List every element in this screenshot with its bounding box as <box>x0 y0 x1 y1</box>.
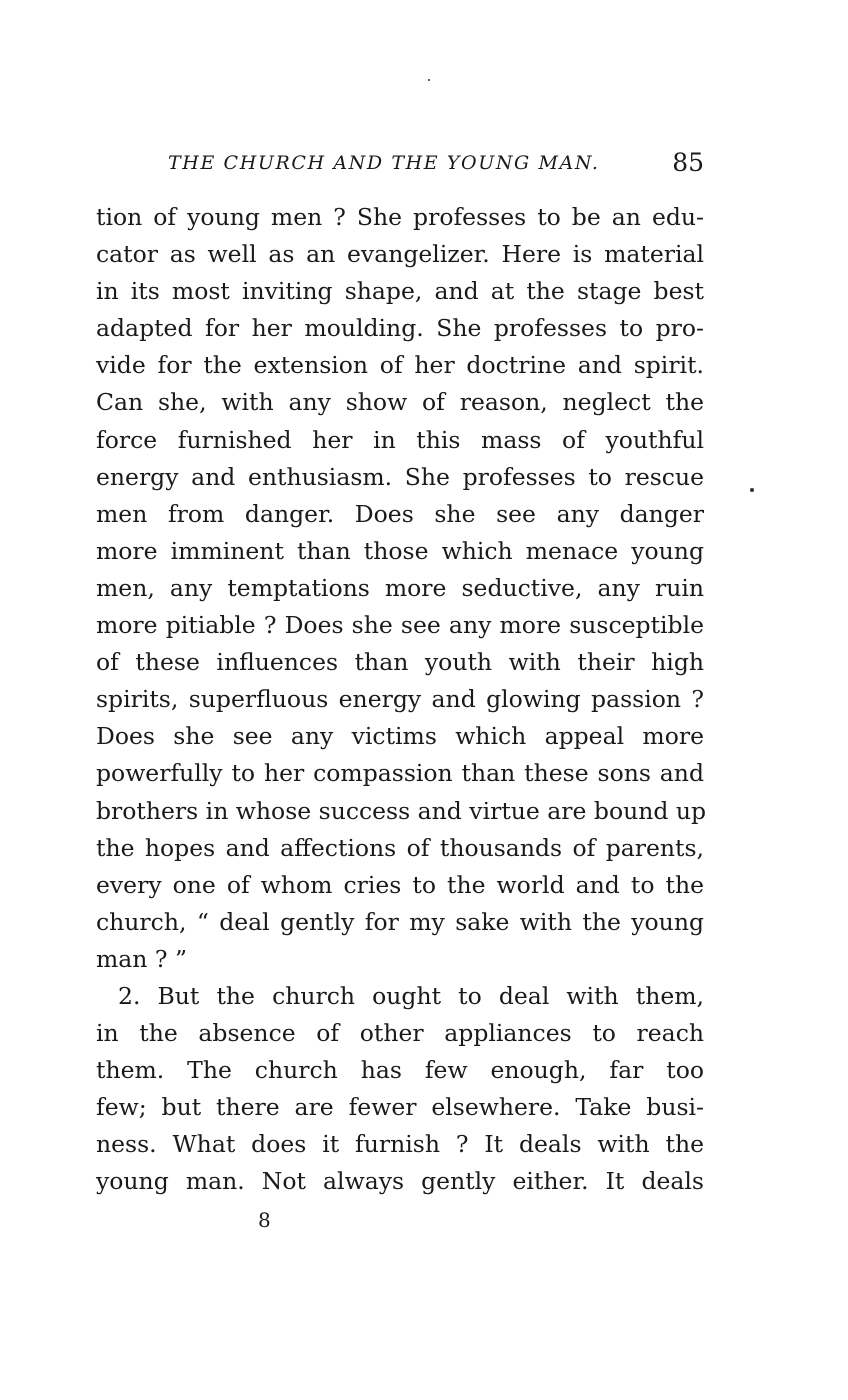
page-number: 85 <box>672 148 704 177</box>
text-line: more pitiable ? Does she see any more susceptible <box>96 611 704 640</box>
text-line: ness. What does it furnish ? It deals with the <box>96 1130 704 1159</box>
text-line: man ? ” <box>96 944 187 973</box>
text-line: more imminent than those which menace young <box>96 536 704 565</box>
text-line: of these influences than youth with their high <box>96 648 704 677</box>
text-line: force furnished her in this mass of youthful <box>96 425 704 454</box>
text-line: every one of whom cries to the world and to the <box>96 870 704 899</box>
text-line: energy and enthusiasm. She professes to rescue <box>96 462 704 491</box>
text-line: cator as well as an evangelizer. Here is material <box>96 240 704 269</box>
text-line: spirits, superfluous energy and glowing passion ? <box>96 685 704 714</box>
text-line: them. The church has few enough, far too <box>96 1056 704 1085</box>
text-line: young man. Not always gently either. It deals <box>96 1167 704 1196</box>
text-line: Can she, with any show of reason, neglect the <box>96 388 704 417</box>
text-line: brothers in whose success and virtue are bound up <box>96 796 707 825</box>
text-line: church, “ deal gently for my sake with the young <box>96 907 704 936</box>
text-line: 2. But the church ought to deal with them, <box>118 981 704 1010</box>
text-line: Does she see any victims which appeal more <box>96 722 704 751</box>
text-line: tion of young men ? She professes to be an edu- <box>96 203 704 231</box>
text-line: powerfully to her compassion than these sons and <box>96 759 704 788</box>
running-title: THE CHURCH AND THE YOUNG MAN. <box>168 152 600 174</box>
text-line: vide for the extension of her doctrine and spirit. <box>96 351 704 380</box>
text-line: few; but there are fewer elsewhere. Take busi- <box>96 1093 704 1122</box>
body-text <box>96 199 707 1201</box>
text-line: men, any temptations more seductive, any ruin <box>96 573 704 602</box>
print-speck <box>428 79 430 81</box>
text-line: men from danger. Does she see any danger <box>96 499 704 528</box>
running-head <box>96 148 708 182</box>
print-speck <box>750 488 754 492</box>
text-line: in the absence of other appliances to reach <box>96 1019 704 1048</box>
text-line: in its most inviting shape, and at the stage best <box>96 277 704 306</box>
text-line: adapted for her moulding. She professes to pro- <box>96 314 704 343</box>
signature-mark: 8 <box>258 1208 271 1232</box>
text-line: the hopes and affections of thousands of parents, <box>96 833 704 862</box>
